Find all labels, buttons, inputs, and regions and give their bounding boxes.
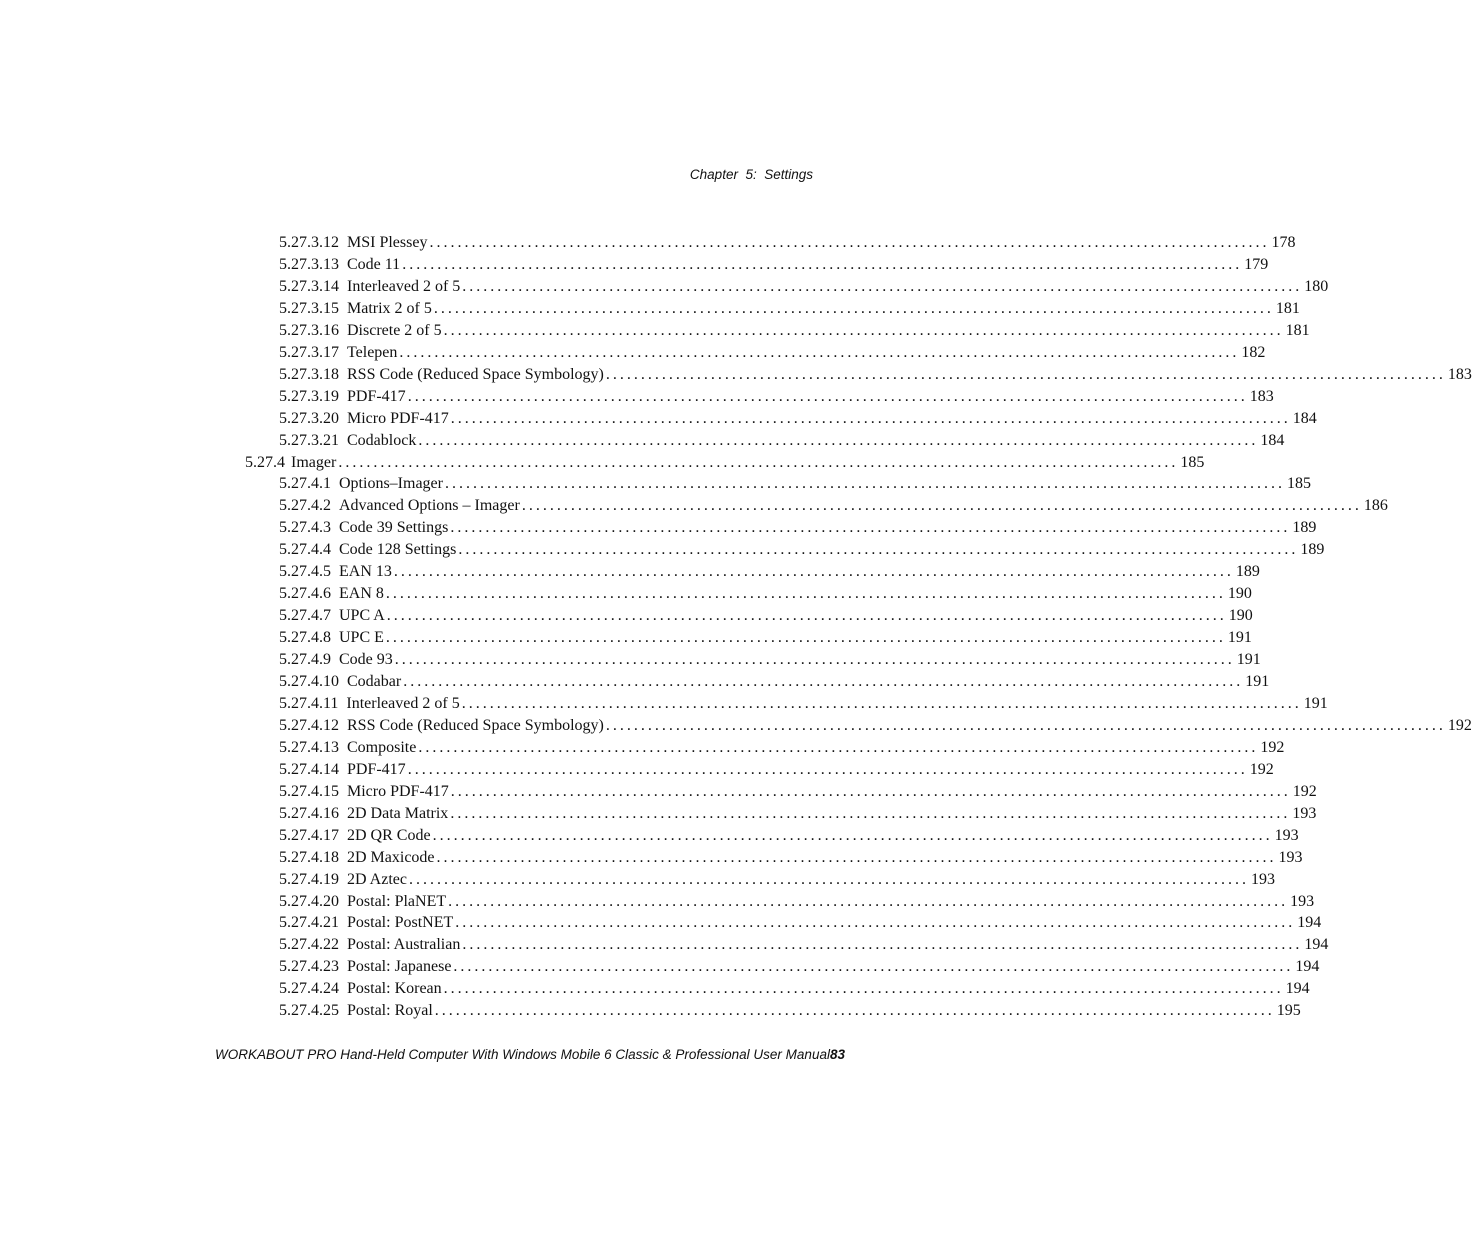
running-header: Chapter 5: Settings xyxy=(689,167,813,182)
toc-entry-title: UPC A xyxy=(339,607,385,625)
toc-entry[interactable] xyxy=(0,892,1315,914)
toc-entry[interactable] xyxy=(0,518,1317,540)
toc-dot-leader: ........................................................................................................................ xyxy=(385,629,1226,647)
toc-entry[interactable] xyxy=(0,255,1269,277)
toc-entry-title: Interleaved 2 of 5 xyxy=(347,277,461,295)
toc-dot-leader: ........................................................................................................................ xyxy=(407,760,1248,778)
toc-entry-number: 5.27.4.3 xyxy=(279,519,331,537)
toc-entry-number: 5.27.4 xyxy=(245,453,285,471)
toc-entry-title: Imager xyxy=(291,453,337,471)
toc-entry-title: Interleaved 2 of 5 xyxy=(346,694,460,712)
toc-entry-number: 5.27.4.12 xyxy=(279,716,339,734)
toc-entry-number: 5.27.4.15 xyxy=(279,782,339,800)
toc-dot-leader: ........................................................................................................................ xyxy=(407,387,1248,405)
toc-entry-number: 5.27.4.11 xyxy=(279,694,339,712)
toc-entry-page: 184 xyxy=(1292,409,1317,427)
toc-dot-leader: ........................................................................................................................ xyxy=(394,651,1235,669)
toc-entry[interactable] xyxy=(0,453,1205,475)
toc-entry-title: Postal: Royal xyxy=(347,1002,433,1020)
toc-dot-leader: ........................................................................................................................ xyxy=(455,914,1296,932)
toc-entry-page: 183 xyxy=(1249,387,1274,405)
toc-entry-number: 5.27.3.21 xyxy=(279,431,339,449)
toc-entry[interactable] xyxy=(0,431,1285,453)
toc-entry-page: 181 xyxy=(1275,299,1300,317)
toc-entry-number: 5.27.3.15 xyxy=(279,299,339,317)
toc-entry[interactable] xyxy=(0,321,1310,343)
toc-entry-title: Telepen xyxy=(347,343,398,361)
toc-entry-number: 5.27.4.14 xyxy=(279,760,339,778)
toc-dot-leader: ........................................................................................................................ xyxy=(458,541,1299,559)
toc-entry-number: 5.27.4.4 xyxy=(279,541,331,559)
toc-entry-title: Code 128 Settings xyxy=(339,541,457,559)
toc-entry-number: 5.27.4.18 xyxy=(279,848,339,866)
toc-entry-title: Code 11 xyxy=(347,255,401,273)
toc-dot-leader: ........................................................................................................................ xyxy=(436,848,1277,866)
toc-entry-number: 5.27.4.1 xyxy=(279,475,331,493)
toc-entry-page: 189 xyxy=(1235,563,1260,581)
toc-entry-page: 192 xyxy=(1292,782,1317,800)
toc-entry-title: PDF-417 xyxy=(347,387,406,405)
toc-entry[interactable] xyxy=(0,672,1270,694)
toc-dot-leader: ........................................................................................................................ xyxy=(448,892,1289,910)
toc-entry[interactable] xyxy=(0,694,1328,716)
toc-entry-title: Options–Imager xyxy=(339,475,443,493)
toc-entry-title: Codabar xyxy=(347,673,402,690)
toc-entry[interactable] xyxy=(0,804,1317,826)
toc-dot-leader: ........................................................................................................................ xyxy=(433,299,1274,317)
toc-entry-number: 5.27.4.17 xyxy=(279,826,339,844)
toc-entry[interactable] xyxy=(0,782,1317,804)
toc-entry-number: 5.27.3.20 xyxy=(279,409,339,427)
toc-entry-title: Postal: Australian xyxy=(347,936,461,954)
toc-entry[interactable] xyxy=(0,540,1325,562)
toc-entry[interactable] xyxy=(0,913,1322,935)
toc-entry-page: 194 xyxy=(1295,958,1320,976)
toc-dot-leader: ........................................................................................................................ xyxy=(434,1002,1275,1020)
toc-entry[interactable] xyxy=(0,233,1296,255)
toc-entry-title: 2D QR Code xyxy=(347,826,431,844)
toc-entry-number: 5.27.4.24 xyxy=(279,980,339,998)
toc-entry-page: 191 xyxy=(1303,694,1328,712)
toc-entry-title: Postal: Korean xyxy=(347,980,442,998)
toc-dot-leader: ........................................................................................................................ xyxy=(461,694,1302,712)
toc-entry-page: 190 xyxy=(1227,585,1252,603)
toc-dot-leader: ........................................................................................................................ xyxy=(462,936,1303,954)
toc-entry-number: 5.27.4.16 xyxy=(279,804,339,822)
toc-entry-page: 180 xyxy=(1304,277,1329,295)
toc-dot-leader: ........................................................................................................................ xyxy=(444,475,1285,493)
toc-dot-leader: ........................................................................................................................ xyxy=(462,277,1303,295)
toc-entry-title: RSS Code (Reduced Space Symbology) xyxy=(347,716,604,734)
toc-entry-title: Postal: PostNET xyxy=(347,914,454,932)
toc-entry-number: 5.27.4.8 xyxy=(279,629,331,647)
toc-entry-page: 184 xyxy=(1260,431,1285,449)
toc-dot-leader: ........................................................................................................................ xyxy=(403,673,1244,690)
toc-entry-page: 185 xyxy=(1180,453,1205,471)
toc-entry-page: 195 xyxy=(1276,1002,1301,1020)
toc-entry-title: MSI Plessey xyxy=(347,234,428,251)
toc-entry-number: 5.27.3.17 xyxy=(279,343,339,361)
toc-entry-page: 192 xyxy=(1447,716,1472,734)
toc-entry-title: Code 39 Settings xyxy=(339,519,449,537)
toc-dot-leader: ........................................................................................................................ xyxy=(385,585,1226,603)
running-footer xyxy=(215,1047,845,1062)
toc-entry-title: Code 93 xyxy=(339,651,393,669)
toc-dot-leader: ........................................................................................................................ xyxy=(418,738,1259,756)
toc-dot-leader: ........................................................................................................................ xyxy=(432,826,1273,844)
toc-entry-page: 193 xyxy=(1250,870,1275,888)
toc-entry[interactable] xyxy=(0,650,1261,672)
toc-entry-title: Micro PDF-417 xyxy=(347,409,449,427)
toc-entry-title: Discrete 2 of 5 xyxy=(347,321,442,339)
toc-entry-number: 5.27.4.10 xyxy=(279,673,339,690)
toc-entry[interactable] xyxy=(0,760,1274,782)
toc-entry-number: 5.27.3.14 xyxy=(279,277,339,295)
toc-dot-leader: ........................................................................................................................ xyxy=(453,958,1294,976)
toc-entry-number: 5.27.4.21 xyxy=(279,914,339,932)
toc-entry[interactable] xyxy=(0,848,1303,870)
toc-entry-title: Postal: PlaNET xyxy=(347,892,447,910)
toc-entry-title: 2D Aztec xyxy=(347,870,407,888)
toc-dot-leader: ........................................................................................................................ xyxy=(429,234,1270,251)
toc-entry-number: 5.27.4.25 xyxy=(279,1002,339,1020)
toc-entry[interactable] xyxy=(0,979,1310,1001)
toc-dot-leader: ........................................................................................................................ xyxy=(450,409,1291,427)
footer-manual-title: WORKABOUT PRO Hand-Held Computer With Windows Mobile 6 Classic & Professional User Manual xyxy=(215,1047,830,1062)
toc-entry-page: 185 xyxy=(1286,475,1311,493)
toc-entry[interactable] xyxy=(0,562,1260,584)
toc-entry[interactable] xyxy=(0,343,1266,365)
toc-entry-number: 5.27.4.23 xyxy=(279,958,339,976)
toc-entry-page: 189 xyxy=(1292,519,1317,537)
toc-dot-leader: ........................................................................................................................ xyxy=(338,453,1179,471)
toc-entry-page: 194 xyxy=(1297,914,1322,932)
toc-entry-title: PDF-417 xyxy=(347,760,406,778)
toc-dot-leader: ........................................................................................................................ xyxy=(393,563,1234,581)
toc-entry[interactable] xyxy=(0,496,1388,518)
toc-entry-page: 193 xyxy=(1278,848,1303,866)
toc-entry-title: EAN 13 xyxy=(339,563,392,581)
toc-entry[interactable] xyxy=(0,387,1274,409)
toc-entry[interactable] xyxy=(0,365,1472,387)
toc-entry-title: Postal: Japanese xyxy=(347,958,452,976)
toc-dot-leader: ........................................................................................................................ xyxy=(402,255,1243,273)
toc-entry-title: RSS Code (Reduced Space Symbology) xyxy=(347,365,604,383)
toc-entry-number: 5.27.3.13 xyxy=(279,255,339,273)
toc-dot-leader: ........................................................................................................................ xyxy=(443,980,1284,998)
toc-entry-number: 5.27.4.19 xyxy=(279,870,339,888)
toc-entry-number: 5.27.4.2 xyxy=(279,497,331,515)
toc-entry[interactable] xyxy=(0,628,1252,650)
toc-entry-page: 193 xyxy=(1292,804,1317,822)
toc-entry-page: 194 xyxy=(1304,936,1329,954)
toc-dot-leader: ........................................................................................................................ xyxy=(450,804,1291,822)
toc-entry-page: 193 xyxy=(1290,892,1315,910)
toc-entry-title: EAN 8 xyxy=(339,585,384,603)
toc-dot-leader: ........................................................................................................................ xyxy=(386,607,1227,625)
toc-entry-page: 186 xyxy=(1363,497,1388,515)
toc-entry-number: 5.27.3.12 xyxy=(279,234,339,251)
toc-entry-page: 182 xyxy=(1241,343,1266,361)
toc-entry[interactable] xyxy=(0,738,1285,760)
toc-entry-title: 2D Data Matrix xyxy=(347,804,449,822)
toc-entry[interactable] xyxy=(0,277,1329,299)
toc-entry-number: 5.27.3.19 xyxy=(279,387,339,405)
toc-entry-page: 191 xyxy=(1236,651,1261,669)
toc-dot-leader: ........................................................................................................................ xyxy=(418,431,1259,449)
toc-entry-page: 193 xyxy=(1274,826,1299,844)
toc-entry-number: 5.27.4.20 xyxy=(279,892,339,910)
toc-dot-leader: ........................................................................................................................ xyxy=(450,519,1291,537)
toc-entry-title: Advanced Options – Imager xyxy=(339,497,520,515)
toc-entry-page: 189 xyxy=(1300,541,1325,559)
toc-entry-number: 5.27.3.16 xyxy=(279,321,339,339)
toc-dot-leader: ........................................................................................................................ xyxy=(450,782,1291,800)
toc-entry-page: 192 xyxy=(1260,738,1285,756)
toc-dot-leader: ........................................................................................................................ xyxy=(521,497,1362,515)
toc-entry[interactable] xyxy=(0,299,1300,321)
toc-dot-leader: ........................................................................................................................ xyxy=(605,365,1446,383)
toc-entry-page: 191 xyxy=(1245,673,1270,690)
toc-entry[interactable] xyxy=(0,935,1329,957)
toc-entry-number: 5.27.4.7 xyxy=(279,607,331,625)
toc-entry-title: UPC E xyxy=(339,629,384,647)
toc-entry-title: Codablock xyxy=(347,431,417,449)
toc-entry[interactable] xyxy=(0,474,1311,496)
toc-entry-title: Matrix 2 of 5 xyxy=(347,299,432,317)
toc-entry[interactable] xyxy=(0,606,1253,628)
toc-entry-page: 194 xyxy=(1285,980,1310,998)
toc-entry-number: 5.27.4.6 xyxy=(279,585,331,603)
toc-entry-number: 5.27.4.13 xyxy=(279,738,339,756)
toc-entry[interactable] xyxy=(0,870,1275,892)
toc-dot-leader: ........................................................................................................................ xyxy=(408,870,1249,888)
footer-page-number: 83 xyxy=(829,1047,845,1062)
toc-dot-leader: ........................................................................................................................ xyxy=(399,343,1240,361)
toc-entry-page: 179 xyxy=(1244,255,1269,273)
toc-entry[interactable] xyxy=(0,957,1320,979)
toc-entry-page: 181 xyxy=(1285,321,1310,339)
toc-entry-title: Composite xyxy=(347,738,417,756)
toc-dot-leader: ........................................................................................................................ xyxy=(605,716,1446,734)
toc-entry-page: 183 xyxy=(1447,365,1472,383)
toc-entry-title: Micro PDF-417 xyxy=(347,782,449,800)
toc-entry-title: 2D Maxicode xyxy=(347,848,435,866)
toc-entry[interactable] xyxy=(0,409,1317,431)
toc-entry-page: 192 xyxy=(1249,760,1274,778)
toc-entry-number: 5.27.4.5 xyxy=(279,563,331,581)
toc-dot-leader: ........................................................................................................................ xyxy=(443,321,1284,339)
toc-entry-page: 178 xyxy=(1271,234,1296,251)
toc-entry[interactable] xyxy=(0,826,1299,848)
toc-entry[interactable] xyxy=(0,584,1252,606)
toc-entry-number: 5.27.4.22 xyxy=(279,936,339,954)
toc-entry[interactable] xyxy=(0,1001,1301,1023)
toc-entry[interactable] xyxy=(0,716,1472,738)
toc-entry-page: 190 xyxy=(1228,607,1253,625)
toc-entry-number: 5.27.3.18 xyxy=(279,365,339,383)
toc-entry-page: 191 xyxy=(1227,629,1252,647)
toc-entry-number: 5.27.4.9 xyxy=(279,651,331,669)
